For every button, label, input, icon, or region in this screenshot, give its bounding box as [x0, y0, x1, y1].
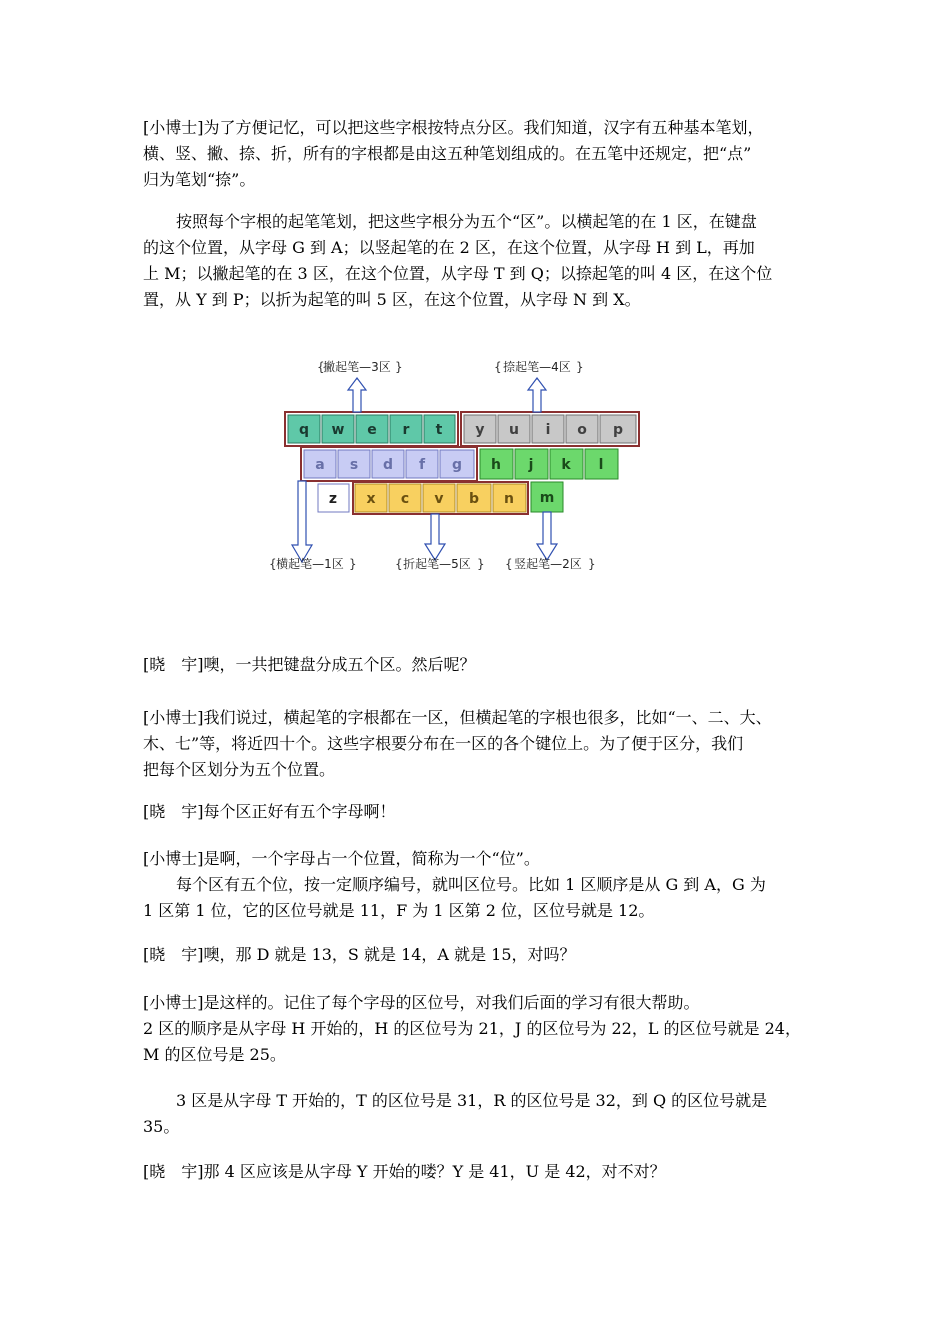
- bracket: }: [349, 557, 357, 571]
- text-line: 木、七”等，将近四十个。这些字根要分布在一区的各个键位上。为了便于区分，我们: [143, 734, 744, 753]
- row-top-right: [464, 415, 636, 443]
- text-line: 上 M；以撇起笔的在 3 区，在这个位置，从字母 T 到 Q；以捺起笔的叫 4 区，在这个位: [143, 264, 773, 283]
- key-label-e: e: [367, 422, 377, 438]
- label-zone5: 折起笔—5区: [403, 557, 471, 571]
- text-line: [小博士]是啊，一个字母占一个位置，简称为一个“位”。: [143, 849, 540, 868]
- paragraph-9: [143, 990, 811, 1068]
- key-label-u: u: [509, 422, 519, 438]
- paragraph-5: [143, 799, 811, 825]
- text-line: [晓 宇]每个区正好有五个字母啊！: [143, 802, 396, 821]
- key-label-g: g: [451, 457, 463, 473]
- bracket: }: [395, 360, 403, 374]
- key-label-z: z: [328, 491, 338, 507]
- paragraph-11: [143, 1159, 811, 1185]
- key-label-t: t: [435, 422, 443, 438]
- paragraph-4: [143, 705, 811, 783]
- bracket: {: [269, 557, 277, 571]
- arrow-down-zone5: [425, 514, 445, 560]
- keyboard-zone-diagram: [265, 340, 665, 590]
- bracket: }: [576, 360, 584, 374]
- paragraph-3: [143, 652, 811, 678]
- text-line: M 的区位号是 25。: [143, 1045, 286, 1064]
- text-line: 归为笔划“捺”。: [143, 170, 256, 189]
- arrow-up-zone3: [348, 378, 366, 412]
- row-mid-left: [304, 450, 474, 478]
- text-line: 35。: [143, 1117, 180, 1136]
- bracket: {: [505, 557, 513, 571]
- key-label-s: s: [349, 457, 359, 473]
- key-label-h: h: [491, 457, 501, 473]
- text-line: [小博士]为了方便记忆，可以把这些字根按特点分区。我们知道，汉字有五种基本笔划，: [143, 118, 764, 137]
- key-label-f: f: [418, 457, 426, 473]
- key-label-m: m: [539, 490, 555, 506]
- bracket: {: [395, 557, 403, 571]
- bracket: }: [477, 557, 485, 571]
- row-top-left: [288, 415, 455, 443]
- key-label-w: w: [331, 422, 345, 438]
- label-zone4: 捺起笔—4区: [503, 360, 571, 374]
- key-label-o: o: [577, 422, 587, 438]
- paragraph-7: [143, 872, 811, 924]
- key-label-n: n: [504, 491, 514, 507]
- label-zone3: 撇起笔—3区: [323, 360, 391, 374]
- paragraph-6: [143, 846, 811, 872]
- paragraph-10: [143, 1088, 811, 1140]
- key-label-p: p: [612, 422, 624, 438]
- key-label-j: j: [528, 457, 534, 473]
- text-line: [小博士]我们说过，横起笔的字根都在一区，但横起笔的字根也很多，比如“一、二、大、: [143, 708, 772, 727]
- text-line: 1 区第 1 位，它的区位号就是 11，F 为 1 区第 2 位，区位号就是 12。: [143, 901, 655, 920]
- text-line: [晓 宇]噢，那 D 就是 13，S 就是 14，A 就是 15，对吗？: [143, 945, 576, 964]
- paragraph-8: [143, 942, 811, 968]
- arrow-down-zone1: [292, 481, 312, 562]
- text-line: 置，从 Y 到 P；以折为起笔的叫 5 区，在这个位置，从字母 N 到 X。: [143, 290, 641, 309]
- key-label-x: x: [366, 491, 376, 507]
- paragraph-2: [143, 209, 811, 313]
- bracket: {: [317, 360, 325, 374]
- key-label-q: q: [298, 422, 310, 438]
- text-line: 每个区有五个位，按一定顺序编号，就叫区位号。比如 1 区顺序是从 G 到 A，G 为: [176, 875, 766, 894]
- text-line: [小博士]是这样的。记住了每个字母的区位号，对我们后面的学习有很大帮助。: [143, 993, 700, 1012]
- text-line: [晓 宇]噢，一共把键盘分成五个区。然后呢？: [143, 655, 476, 674]
- key-label-b: b: [468, 491, 480, 507]
- keyboard-zone-svg: [265, 340, 665, 590]
- text-line: 横、竖、撇、捺、折，所有的字根都是由这五种笔划组成的。在五笔中还规定，把“点”: [143, 144, 752, 163]
- text-line: 把每个区划分为五个位置。: [143, 760, 336, 779]
- key-label-v: v: [434, 491, 444, 507]
- text-line: 按照每个字根的起笔笔划，把这些字根分为五个“区”。以横起笔的在 1 区，在键盘: [176, 212, 757, 231]
- label-zone1: 横起笔—1区: [276, 557, 344, 571]
- arrow-up-zone4: [528, 378, 546, 412]
- key-label-r: r: [402, 422, 410, 438]
- text-line: 3 区是从字母 T 开始的，T 的区位号是 31，R 的区位号是 32，到 Q 的区位号就是: [176, 1091, 768, 1110]
- arrow-down-zone2: [537, 512, 557, 560]
- key-label-a: a: [315, 457, 325, 473]
- bracket: }: [588, 557, 596, 571]
- text-line: 的这个位置，从字母 G 到 A；以竖起笔的在 2 区，在这个位置，从字母 H 到 L，再加: [143, 238, 755, 257]
- key-label-d: d: [382, 457, 394, 473]
- bracket: {: [494, 360, 502, 374]
- text-line: [晓 宇]那 4 区应该是从字母 Y 开始的喽？Y 是 41，U 是 42，对不对？: [143, 1162, 666, 1181]
- key-label-c: c: [400, 491, 410, 507]
- label-zone2: 竖起笔—2区: [514, 557, 582, 571]
- paragraph-1: [143, 115, 811, 193]
- key-label-i: i: [545, 422, 551, 438]
- key-label-l: l: [598, 457, 604, 473]
- row-bottom: [318, 482, 563, 512]
- text-line: 2 区的顺序是从字母 H 开始的，H 的区位号为 21，J 的区位号为 22，L 的区位号就是 24，: [143, 1019, 801, 1038]
- key-label-y: y: [475, 422, 485, 438]
- key-label-k: k: [561, 457, 571, 473]
- row-mid-right: [480, 449, 618, 479]
